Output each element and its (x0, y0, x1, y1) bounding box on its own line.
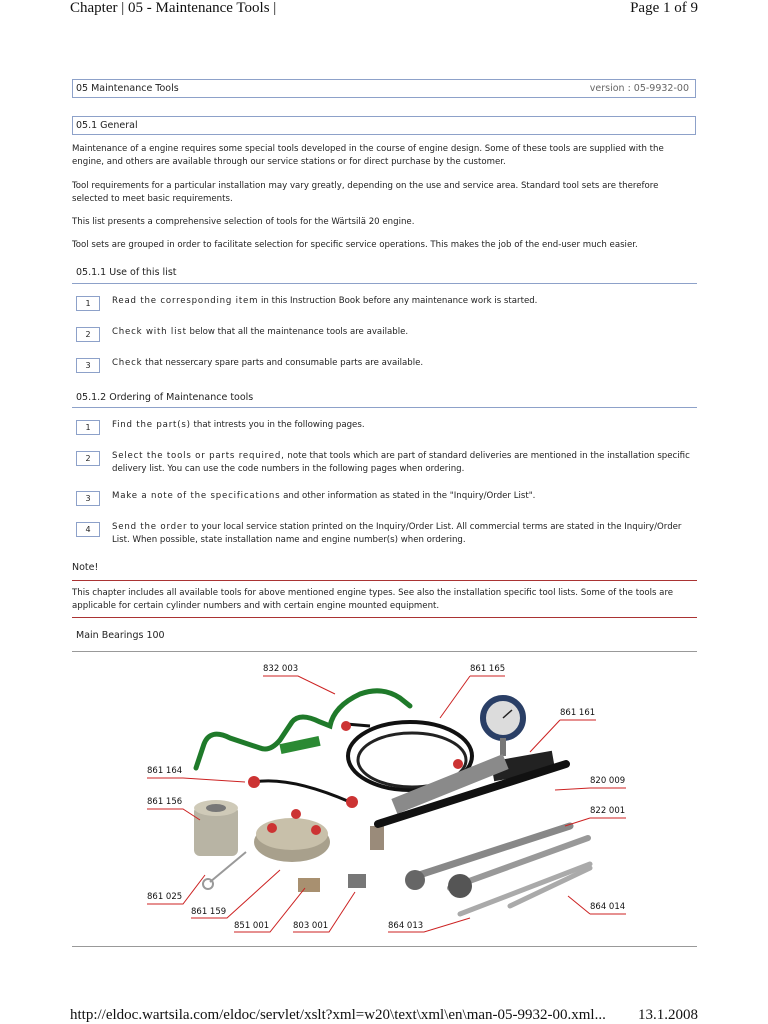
part-label: 861 025 (147, 892, 183, 902)
use-step-text: Check with list below that all the maintenance tools are available. (112, 327, 409, 337)
intro-paragraph-3: This list presents a comprehensive selection of tools for the Wärtsilä 20 engine. (72, 217, 415, 227)
use-step-number: 1 (76, 296, 100, 311)
part-label: 861 161 (560, 708, 596, 718)
figure-title: Main Bearings 100 (76, 630, 165, 641)
part-label: 861 159 (191, 907, 227, 917)
part-label: 864 013 (388, 921, 424, 931)
footer-date: 13.1.2008 (638, 1007, 698, 1023)
use-step-text: Check that nessercary spare parts and consumable parts are available. (112, 358, 424, 368)
use-step-number: 3 (76, 358, 100, 373)
footer-url[interactable]: http://eldoc.wartsila.com/eldoc/servlet/xslt?xml=w20\text\xml\en\man-05-9932-00.xml... (70, 1007, 606, 1023)
part-label: 820 009 (590, 776, 626, 786)
intro-paragraph-1: Maintenance of a engine requires some special tools developed in the course of engine design. Some of these tools are supplied with the engine, and others are available through our service stations or for direct purchase by the customer. (72, 144, 664, 167)
section-title: 05.1 General (76, 120, 138, 131)
part-label: 861 164 (147, 766, 183, 776)
version-label: version : 05-9932-00 (589, 83, 689, 94)
part-label: 864 014 (590, 902, 626, 912)
order-step-number: 1 (76, 420, 100, 435)
part-label: 861 156 (147, 797, 183, 807)
use-list-heading: 05.1.1 Use of this list (76, 267, 177, 278)
note-text: This chapter includes all available tools for above mentioned engine types. See also the installation specific tool lists. Some of the tools are applicable for certain cylinder numbers and with certain engine mounted equipment. (72, 588, 674, 611)
use-step-text: Read the corresponding item in this Instruction Book before any maintenance work is started. (112, 296, 538, 306)
chapter-title: 05 Maintenance Tools (76, 83, 179, 94)
intro-paragraph-4: Tool sets are grouped in order to facilitate selection for specific service operations. This makes the job of the end-user much easier. (72, 240, 638, 250)
order-step-text: Make a note of the specifications and other information as stated in the "Inquiry/Order List". (112, 491, 536, 501)
part-label: 851 001 (234, 921, 270, 931)
order-step-text: Find the part(s) that intrests you in the following pages. (112, 420, 365, 430)
part-label: 803 001 (293, 921, 329, 931)
part-label: 861 165 (470, 664, 506, 674)
note-heading: Note! (72, 562, 99, 573)
ordering-heading: 05.1.2 Ordering of Maintenance tools (76, 392, 254, 403)
intro-paragraph-2: Tool requirements for a particular installation may vary greatly, depending on the use and service area. Standard tool sets are therefore selected to meet basic requirements. (72, 181, 659, 204)
part-label: 822 001 (590, 806, 626, 816)
use-step-number: 2 (76, 327, 100, 342)
order-step-text: Select the tools or parts required, note that tools which are part of standard deliveries are mentioned in the installation specific delivery list. You can use the code numbers in the following pages when ordering. (112, 451, 690, 474)
order-step-text: Send the order to your local service station printed on the Inquiry/Order List. All commercial terms are stated in the Inquiry/Order List. When possible, state installation name and engine number(s) when ordering. (112, 522, 682, 545)
order-step-number: 2 (76, 451, 100, 466)
part-label: 832 003 (263, 664, 299, 674)
order-step-number: 4 (76, 522, 100, 537)
order-step-number: 3 (76, 491, 100, 506)
page-header-chapter: Chapter | 05 - Maintenance Tools | (70, 0, 277, 16)
page-header-page-number: Page 1 of 9 (630, 0, 698, 16)
